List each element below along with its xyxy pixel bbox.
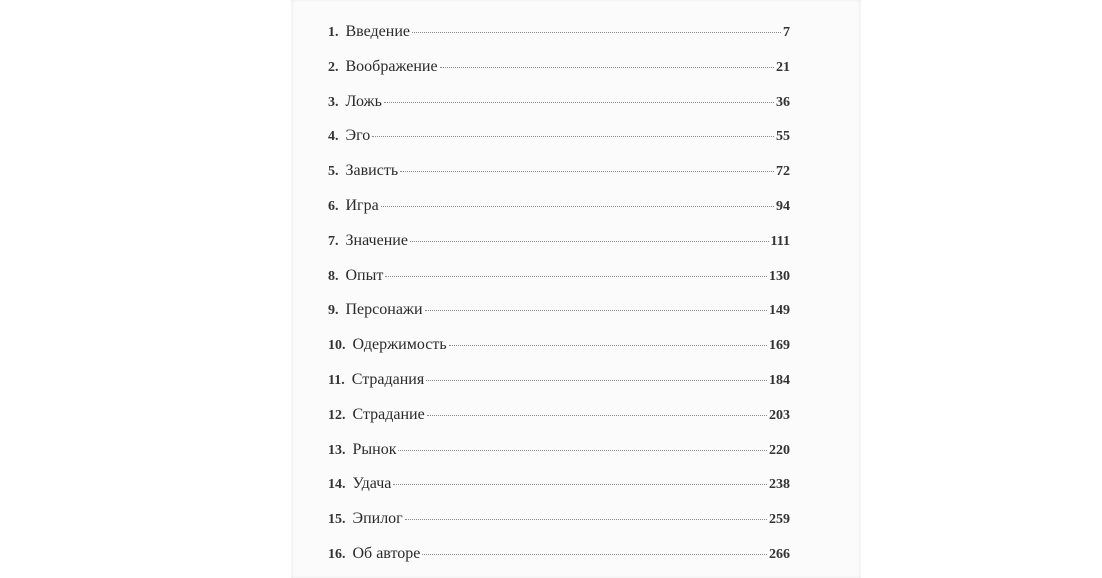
page-number: 21	[776, 59, 790, 75]
chapter-title: Страдания	[351, 370, 425, 388]
dot-leader	[385, 276, 767, 277]
chapter-number: 16.	[328, 546, 346, 562]
toc-entry	[328, 368, 790, 403]
chapter-number: 4.	[328, 129, 339, 145]
dot-leader	[384, 102, 774, 103]
toc-entry	[328, 124, 790, 159]
page-number: 111	[770, 233, 790, 249]
dot-leader	[449, 345, 767, 346]
chapter-number: 9.	[328, 303, 339, 319]
page-number: 72	[776, 164, 790, 180]
chapter-number: 7.	[328, 233, 339, 249]
chapter-title: Удача	[352, 475, 392, 493]
chapter-title: Эпилог	[352, 510, 403, 528]
chapter-number: 1.	[328, 25, 339, 40]
chapter-number: 11.	[328, 372, 345, 388]
chapter-title: Эго	[345, 127, 371, 145]
chapter-number: 8.	[328, 268, 339, 284]
chapter-number: 2.	[328, 59, 339, 75]
chapter-title: Опыт	[345, 266, 384, 284]
toc-entry	[328, 229, 790, 264]
chapter-number: 6.	[328, 198, 339, 214]
dot-leader	[427, 415, 767, 416]
dot-leader	[425, 310, 767, 311]
page-number: 7	[783, 25, 790, 40]
chapter-number: 13.	[328, 442, 346, 458]
chapter-title: Рынок	[352, 440, 397, 458]
toc-entry	[328, 507, 790, 542]
page-number: 130	[769, 268, 790, 284]
page-number: 220	[769, 442, 790, 458]
dot-leader	[393, 484, 767, 485]
page-number: 94	[776, 198, 790, 214]
page-number: 266	[769, 546, 790, 562]
page-number: 238	[769, 477, 790, 493]
dot-leader	[422, 554, 767, 555]
toc-entry	[328, 542, 790, 577]
chapter-title: Зависть	[345, 162, 399, 180]
page-number: 149	[769, 303, 790, 319]
dot-leader	[426, 380, 767, 381]
chapter-number: 14.	[328, 477, 346, 493]
dot-leader	[381, 206, 774, 207]
toc-entry	[328, 298, 790, 333]
dot-leader	[412, 32, 781, 33]
dot-leader	[405, 519, 767, 520]
toc-entry	[328, 90, 790, 125]
toc-entry	[328, 194, 790, 229]
toc-entry	[328, 438, 790, 473]
page-number: 203	[769, 407, 790, 423]
toc-entry	[328, 159, 790, 194]
chapter-title: Ложь	[345, 92, 382, 110]
page-number: 36	[776, 94, 790, 110]
dot-leader	[398, 450, 767, 451]
chapter-title: Игра	[345, 196, 379, 214]
table-of-contents	[328, 20, 790, 577]
chapter-title: Одержимость	[352, 336, 447, 354]
chapter-number: 12.	[328, 407, 346, 423]
chapter-title: Введение	[345, 23, 410, 40]
toc-entry	[328, 403, 790, 438]
chapter-number: 3.	[328, 94, 339, 110]
dot-leader	[440, 67, 774, 68]
toc-entry	[328, 333, 790, 368]
chapter-title: Страдание	[352, 405, 425, 423]
toc-entry	[328, 55, 790, 90]
chapter-number: 10.	[328, 338, 346, 354]
dot-leader	[400, 171, 774, 172]
page-number: 55	[776, 129, 790, 145]
chapter-number: 15.	[328, 512, 346, 528]
toc-entry	[328, 20, 790, 55]
chapter-title: Персонажи	[345, 301, 423, 319]
page-number: 259	[769, 512, 790, 528]
page-number: 184	[769, 372, 790, 388]
chapter-title: Воображение	[345, 57, 438, 75]
page-number: 169	[769, 338, 790, 354]
toc-entry	[328, 472, 790, 507]
dot-leader	[372, 136, 774, 137]
toc-entry	[328, 264, 790, 299]
chapter-number: 5.	[328, 164, 339, 180]
chapter-title: Об авторе	[352, 544, 421, 562]
chapter-title: Значение	[345, 231, 408, 249]
dot-leader	[410, 241, 769, 242]
